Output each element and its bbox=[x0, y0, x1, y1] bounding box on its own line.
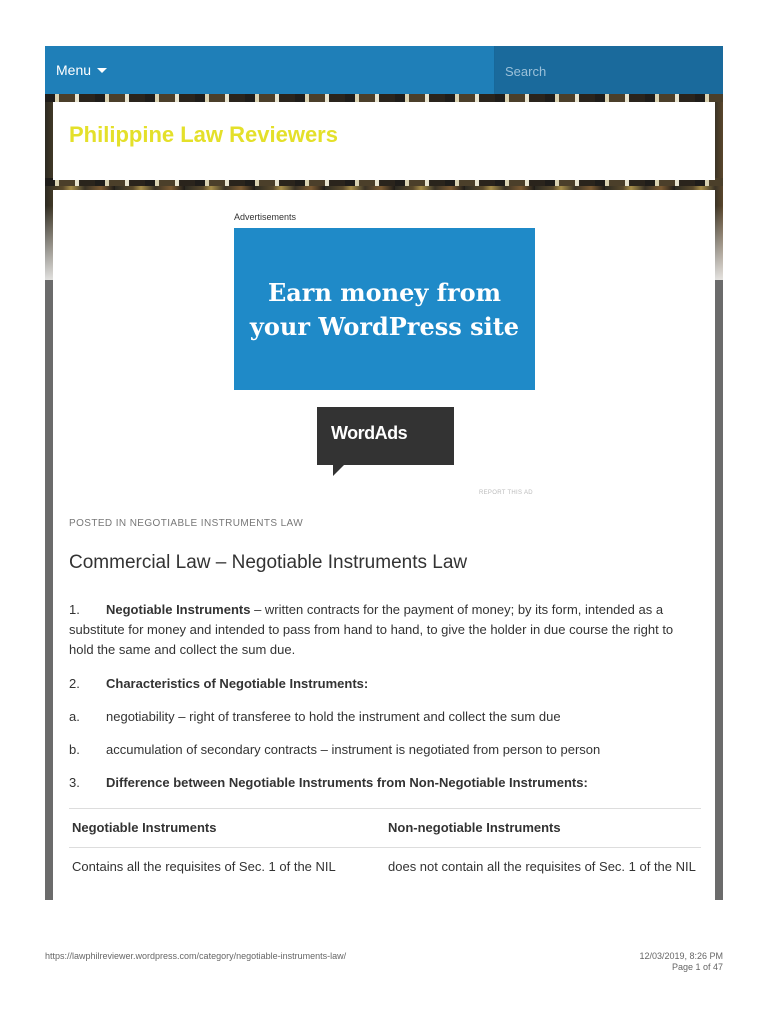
page-frame bbox=[45, 46, 723, 900]
table-header: Non-negotiable Instruments bbox=[385, 809, 701, 848]
report-ad-link[interactable]: REPORT THIS AD bbox=[479, 490, 533, 496]
footer-meta bbox=[639, 951, 723, 973]
item-text: negotiability – right of transferee to hold the instrument and collect the sum due bbox=[106, 709, 561, 724]
comparison-table bbox=[69, 808, 701, 886]
item-letter: b. bbox=[69, 742, 80, 757]
speech-bubble-tail bbox=[333, 464, 345, 476]
menu-label: Menu bbox=[56, 62, 92, 78]
posted-in bbox=[69, 518, 303, 529]
ad-banner[interactable] bbox=[234, 228, 535, 390]
header-image-stripe bbox=[45, 94, 723, 102]
item-letter: a. bbox=[69, 709, 80, 724]
item-number: 1. bbox=[69, 602, 80, 617]
table-cell: does not contain all the requisites of Sec. 1 of the NIL bbox=[385, 848, 701, 887]
item-number: 2. bbox=[69, 676, 80, 691]
paragraph-3 bbox=[69, 773, 699, 793]
item-text: accumulation of secondary contracts – instrument is negotiated from person to person bbox=[106, 742, 601, 757]
ad-banner-text bbox=[234, 276, 535, 344]
menu-button[interactable] bbox=[56, 60, 107, 80]
table-header-row bbox=[69, 809, 701, 848]
wordads-label: WordAds bbox=[331, 423, 408, 443]
ad-banner-line: Earn money from bbox=[267, 278, 502, 307]
heading-bold: Characteristics of Negotiable Instruments: bbox=[106, 676, 369, 691]
paragraph-1 bbox=[69, 600, 699, 660]
item-number: 3. bbox=[69, 775, 80, 790]
definition-text: – written contracts for the payment of money; by its form, intended as a substitute for money and intended to pass from hand to hand, to give the holder in due course the right to hold the same and collect the sum due. bbox=[69, 602, 674, 657]
table-cell: Contains all the requisites of Sec. 1 of the NIL bbox=[69, 848, 385, 887]
footer-url: https://lawphilreviewer.wordpress.com/category/negotiable-instruments-law/ bbox=[45, 951, 347, 961]
main-content bbox=[53, 190, 715, 900]
paragraph-a bbox=[69, 707, 699, 727]
paragraph-b bbox=[69, 740, 699, 760]
top-navbar bbox=[45, 46, 723, 94]
site-header bbox=[53, 102, 715, 180]
post-title: Commercial Law – Negotiable Instruments Law bbox=[69, 552, 468, 573]
footer-datetime: 12/03/2019, 8:26 PM bbox=[639, 951, 723, 961]
heading-bold: Difference between Negotiable Instruments from Non-Negotiable Instruments: bbox=[106, 775, 588, 790]
footer-page-number: Page 1 of 47 bbox=[671, 962, 723, 972]
site-title[interactable]: Philippine Law Reviewers bbox=[69, 122, 338, 147]
table-header: Negotiable Instruments bbox=[69, 809, 385, 848]
wordads-logo[interactable] bbox=[317, 407, 454, 465]
caret-down-icon bbox=[97, 68, 107, 73]
table-row bbox=[69, 848, 701, 887]
paragraph-2 bbox=[69, 674, 699, 694]
search-box[interactable] bbox=[494, 46, 723, 94]
category-link[interactable]: NEGOTIABLE INSTRUMENTS LAW bbox=[129, 518, 304, 529]
posted-in-prefix: POSTED IN bbox=[69, 518, 127, 529]
search-input[interactable] bbox=[503, 59, 707, 83]
ad-label: Advertisements bbox=[234, 212, 297, 222]
ad-banner-line: your WordPress site bbox=[249, 312, 520, 341]
term-bold: Negotiable Instruments bbox=[106, 602, 251, 617]
